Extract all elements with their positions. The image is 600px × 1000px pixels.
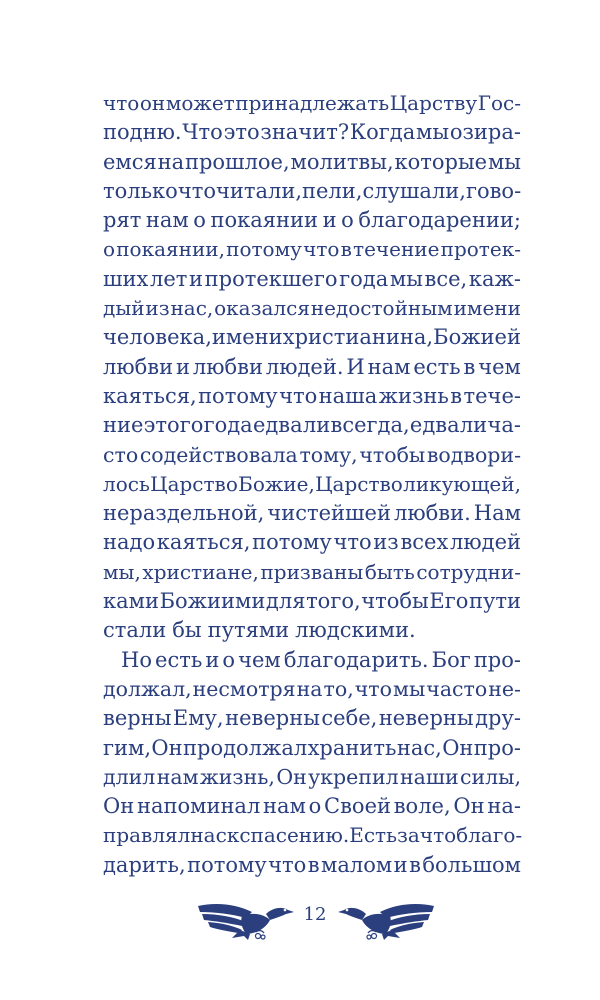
word: часто: [426, 676, 488, 701]
word: людей: [450, 530, 521, 555]
word: себе,: [321, 706, 378, 731]
word: нераздельной,: [103, 501, 265, 526]
word: ликующей,: [403, 471, 521, 496]
word: лось: [103, 471, 150, 496]
word: всех: [400, 530, 449, 555]
word: прошлое,: [184, 149, 290, 174]
word: любви: [192, 354, 263, 379]
word: хранить: [307, 735, 397, 760]
word: жизнь: [378, 383, 449, 408]
word: есть: [155, 647, 203, 672]
word: мы: [487, 149, 521, 174]
word: потому: [198, 383, 278, 408]
text-line: [103, 587, 521, 616]
word: человека,: [103, 325, 212, 350]
word: Он: [151, 735, 183, 760]
word: пути: [468, 589, 521, 614]
word: и: [205, 647, 220, 672]
eagle-icon: [196, 892, 296, 942]
text-line: [103, 323, 521, 352]
word: чтобы: [361, 589, 429, 614]
word: каяться,: [156, 530, 251, 555]
word: мы: [415, 120, 450, 145]
word: Царство: [150, 471, 238, 496]
text-line: [103, 206, 521, 235]
word: озира-: [449, 120, 521, 145]
text-line: [103, 470, 521, 499]
word: Своей: [324, 794, 391, 819]
word: Есть: [349, 823, 397, 848]
text-line: [103, 734, 521, 763]
word: в: [409, 852, 421, 877]
word: едва: [252, 413, 303, 438]
word: потому: [226, 237, 302, 262]
word: христианина,: [282, 325, 434, 350]
word: в: [340, 237, 352, 262]
word: то,: [323, 676, 354, 701]
word: гим,: [103, 735, 152, 760]
word: стали: [103, 618, 167, 643]
word: мы,: [103, 559, 141, 584]
word: что: [333, 530, 372, 555]
body-text: [103, 89, 521, 880]
page-number: 12: [303, 904, 327, 925]
word: нас,: [170, 296, 214, 321]
word: в: [307, 852, 320, 877]
word: года: [203, 413, 253, 438]
word: все,: [424, 266, 468, 291]
word: на: [296, 676, 323, 701]
word: значит?: [260, 120, 350, 145]
word: имени: [453, 296, 521, 321]
word: Божией: [433, 325, 521, 350]
word: Но: [121, 647, 152, 672]
word: гово-: [465, 178, 522, 203]
word: нам: [145, 208, 189, 233]
word: ками: [103, 589, 159, 614]
text-line: [103, 265, 521, 294]
word: чем: [478, 354, 521, 379]
word: из: [145, 296, 170, 321]
word: быть: [364, 559, 415, 584]
word: водвори-: [426, 442, 521, 467]
word: Царству: [389, 91, 478, 115]
word: пели,: [302, 178, 363, 203]
word: благо-: [456, 823, 523, 848]
word: едва: [409, 413, 460, 438]
word: покаянии,: [116, 237, 225, 262]
word: жизнь,: [199, 764, 275, 789]
word: И: [346, 354, 365, 379]
word: что: [268, 852, 307, 877]
word: путями: [207, 618, 290, 643]
word: чем: [238, 647, 281, 672]
word: дру-: [475, 706, 521, 731]
page-footer: [0, 880, 600, 960]
word: чтобы: [359, 442, 426, 467]
word: из: [373, 530, 399, 555]
word: неверны: [225, 706, 320, 731]
word: нам: [263, 794, 306, 819]
word: сотрудни-: [416, 559, 521, 584]
word: протекшего: [204, 266, 338, 291]
word: ли: [302, 413, 331, 438]
word: нас,: [396, 735, 442, 760]
text-line: [103, 294, 521, 323]
word: на: [157, 149, 185, 174]
word: потому: [252, 530, 332, 555]
word: Гос-: [477, 91, 521, 115]
word: что: [279, 383, 318, 408]
eagle-icon: [336, 892, 436, 942]
word: в: [450, 383, 463, 408]
word: только: [103, 178, 178, 203]
word: тече-: [463, 383, 521, 408]
word: людей.: [265, 354, 344, 379]
word: любви: [103, 354, 174, 379]
word: тому,: [299, 442, 358, 467]
word: течение: [353, 237, 440, 262]
word: дый: [103, 296, 145, 321]
word: что: [303, 237, 340, 262]
word: о: [103, 237, 116, 262]
word: за: [397, 823, 420, 848]
text-line: [103, 89, 521, 118]
text-line: [103, 558, 521, 587]
word: и: [322, 208, 337, 233]
word: протек-: [440, 237, 521, 262]
word: имени: [211, 325, 283, 350]
word: христиане,: [142, 559, 259, 584]
word: о: [341, 208, 354, 233]
text-line: [103, 704, 521, 733]
word: этого: [143, 413, 204, 438]
word: ние: [103, 413, 144, 438]
text-line: [103, 528, 521, 557]
text-line: [103, 441, 521, 470]
word: молитвы,: [290, 149, 394, 174]
text-line: [103, 353, 521, 382]
text-line: [103, 792, 521, 821]
word: что: [177, 178, 216, 203]
word: покаянии: [210, 208, 319, 233]
word: правлял: [103, 823, 191, 848]
word: Что: [182, 120, 223, 145]
word: года: [339, 266, 389, 291]
word: емся: [103, 149, 157, 174]
word: нас: [190, 823, 227, 848]
word: про-: [473, 735, 521, 760]
word: про-: [473, 647, 521, 672]
word: о: [308, 794, 322, 819]
word: Ему,: [172, 706, 224, 731]
word: для: [265, 589, 306, 614]
word: и: [393, 852, 408, 877]
text-line: [103, 499, 521, 528]
word: ли: [459, 413, 488, 438]
text-line: [103, 411, 521, 440]
word: и: [175, 354, 190, 379]
word: всегда,: [330, 413, 410, 438]
text-line: [103, 177, 521, 206]
word: каяться,: [103, 383, 197, 408]
word: это: [223, 120, 260, 145]
word: длил: [103, 764, 156, 789]
word: нам: [367, 354, 411, 379]
word: должал,: [103, 676, 192, 701]
word: что: [419, 823, 457, 848]
word: что: [354, 676, 392, 701]
word: напоминал: [136, 794, 261, 819]
word: наши: [400, 764, 459, 789]
word: в: [463, 354, 476, 379]
word: благодарении;: [358, 208, 521, 233]
word: Его: [429, 589, 469, 614]
word: ших: [103, 266, 149, 291]
word: Он: [276, 764, 307, 789]
word: рят: [103, 208, 142, 233]
word: которые: [394, 149, 488, 174]
word: что: [103, 91, 140, 115]
word: любви.: [394, 501, 471, 526]
word: малом: [321, 852, 393, 877]
word: подню.: [103, 120, 182, 145]
text-line: [103, 763, 521, 792]
word: мы: [389, 266, 423, 291]
word: нам: [156, 764, 199, 789]
word: на-: [487, 794, 521, 819]
word: принадлежать: [235, 91, 390, 115]
word: укрепил: [308, 764, 399, 789]
word: потому: [187, 852, 267, 877]
word: неверны: [378, 706, 474, 731]
word: Он: [103, 794, 135, 819]
word: силы,: [459, 764, 521, 789]
word: лет: [150, 266, 188, 291]
word: слушали,: [362, 178, 466, 203]
word: о: [222, 647, 236, 672]
text-line: [103, 616, 521, 645]
word: наша: [318, 383, 378, 408]
word: не-: [488, 676, 521, 701]
word: большом: [422, 852, 521, 877]
word: Он: [442, 735, 474, 760]
word: к: [226, 823, 240, 848]
word: мы: [393, 676, 426, 701]
text-line: [103, 118, 521, 147]
word: читали,: [215, 178, 302, 203]
word: спасению.: [239, 823, 350, 848]
word: бы: [172, 618, 202, 643]
text-line: [103, 148, 521, 177]
text-line: [103, 821, 521, 850]
word: каж-: [468, 266, 521, 291]
word: дарить,: [103, 852, 186, 877]
word: есть: [413, 354, 461, 379]
word: он: [139, 91, 166, 115]
word: и: [189, 266, 204, 291]
word: людскими.: [295, 618, 416, 643]
word: ча-: [487, 413, 521, 438]
word: содействовала: [139, 442, 298, 467]
word: недостойным: [310, 296, 453, 321]
text-line: [103, 851, 521, 880]
word: благодарить.: [283, 647, 429, 672]
text-line: [103, 235, 521, 264]
word: надо: [103, 530, 156, 555]
word: призваны: [260, 559, 364, 584]
word: чистейшей: [267, 501, 391, 526]
word: того,: [306, 589, 361, 614]
word: Божиими: [159, 589, 266, 614]
text-line: [103, 675, 521, 704]
word: Бог: [431, 647, 471, 672]
text-line: [103, 646, 521, 675]
word: Божие,: [238, 471, 315, 496]
word: Он: [453, 794, 485, 819]
word: оказался: [214, 296, 310, 321]
word: о: [193, 208, 206, 233]
word: продолжал: [183, 735, 308, 760]
text-line: [103, 382, 521, 411]
word: Нам: [473, 501, 521, 526]
word: сто: [103, 442, 139, 467]
word: верны: [103, 706, 172, 731]
word: воле,: [393, 794, 451, 819]
word: может: [165, 91, 235, 115]
word: несмотря: [192, 676, 296, 701]
word: Царство: [315, 471, 403, 496]
word: Когда: [349, 120, 416, 145]
